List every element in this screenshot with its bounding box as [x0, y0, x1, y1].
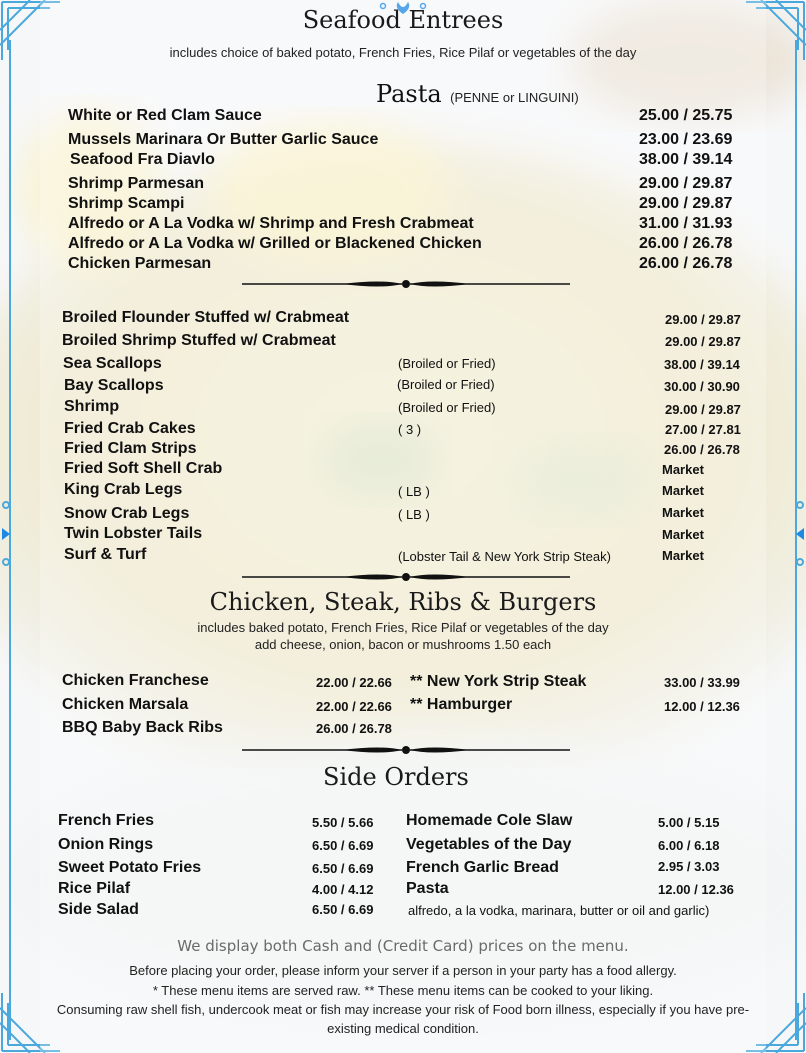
list-item: Vegetables of the Day: [406, 836, 572, 853]
item-price: 5.00 / 5.15: [658, 815, 720, 830]
item-price: 6.50 / 6.69: [312, 838, 374, 853]
seafood-note: includes choice of baked potato, French Fries, Rice Pilaf or vegetables of the day: [169, 45, 637, 60]
list-item: Fried Crab Cakes: [64, 420, 196, 437]
list-item: Chicken Franchese: [62, 672, 209, 689]
pasta-header: [376, 80, 579, 108]
item-price: 26.00 / 26.78: [639, 235, 733, 252]
list-item: Sweet Potato Fries: [58, 859, 202, 876]
list-item: Fried Soft Shell Crab: [64, 460, 223, 477]
item-price: 12.00 / 12.36: [664, 699, 740, 714]
item-price: 38.00 / 39.14: [639, 151, 733, 168]
item-price: 26.00 / 26.78: [639, 255, 733, 272]
item-note: (Broiled or Fried): [398, 356, 496, 371]
list-item: Fried Clam Strips: [64, 440, 197, 457]
divider-ornament: [242, 743, 570, 757]
item-price: 29.00 / 29.87: [665, 312, 741, 327]
list-item: Shrimp Scampi: [68, 195, 185, 212]
sides-title: Side Orders: [323, 763, 469, 791]
item-price: 29.00 / 29.87: [639, 195, 733, 212]
list-item: White or Red Clam Sauce: [68, 107, 262, 124]
item-price: 29.00 / 29.87: [639, 175, 733, 192]
pasta-title: Pasta: [376, 80, 442, 108]
list-item: French Garlic Bread: [406, 859, 559, 876]
list-item: Pasta: [406, 880, 449, 897]
list-item: Alfredo or A La Vodka w/ Grilled or Blackened Chicken: [68, 235, 482, 252]
list-item: ** New York Strip Steak: [410, 673, 587, 690]
item-price: 29.00 / 29.87: [665, 402, 741, 417]
list-item: Shrimp: [64, 398, 120, 415]
health-warning-line1: Consuming raw shell fish, undercook meat or fish may increase your risk of Food born illness, especially if you have pre-: [56, 1002, 750, 1017]
item-note: ( 3 ): [398, 422, 422, 437]
item-note: (Broiled or Fried): [398, 400, 496, 415]
item-price: 26.00 / 26.78: [664, 442, 740, 457]
item-price: 4.00 / 4.12: [312, 882, 374, 897]
item-price: 6.50 / 6.69: [312, 861, 374, 876]
list-item: Broiled Shrimp Stuffed w/ Crabmeat: [62, 332, 336, 349]
list-item: Mussels Marinara Or Butter Garlic Sauce: [68, 131, 379, 148]
item-price: 27.00 / 27.81: [665, 422, 741, 437]
item-price: 29.00 / 29.87: [665, 334, 741, 349]
list-item: Seafood Fra Diavlo: [70, 151, 215, 168]
item-price: 25.00 / 25.75: [639, 107, 733, 124]
list-item: Chicken Marsala: [62, 696, 189, 713]
allergy-note: Before placing your order, please inform your server if a person in your party has a food allergy.: [129, 963, 677, 978]
item-price: 33.00 / 33.99: [664, 675, 740, 690]
list-item: Alfredo or A La Vodka w/ Shrimp and Fresh Crabmeat: [68, 215, 474, 232]
item-price: Market: [662, 527, 704, 542]
list-item: BBQ Baby Back Ribs: [62, 719, 223, 736]
item-price: 6.50 / 6.69: [312, 902, 374, 917]
list-item: French Fries: [58, 812, 155, 829]
pasta-side-note: alfredo, a la vodka, marinara, butter or oil and garlic): [408, 903, 710, 918]
list-item: Broiled Flounder Stuffed w/ Crabmeat: [62, 309, 350, 326]
item-price: 22.00 / 22.66: [316, 699, 392, 714]
item-price: Market: [662, 483, 704, 498]
item-price: 38.00 / 39.14: [664, 357, 740, 372]
divider-ornament: [242, 277, 570, 291]
item-price: 2.95 / 3.03: [658, 859, 720, 874]
item-price: Market: [662, 462, 704, 477]
item-price: Market: [662, 505, 704, 520]
seafood-title: Seafood Entrees: [302, 6, 504, 34]
item-note: (Lobster Tail & New York Strip Steak): [398, 549, 611, 564]
list-item: Chicken Parmesan: [68, 255, 212, 272]
item-price: 30.00 / 30.90: [664, 379, 740, 394]
list-item: King Crab Legs: [64, 481, 183, 498]
list-item: Sea Scallops: [63, 355, 162, 372]
divider-ornament: [242, 570, 570, 584]
chicken-title: Chicken, Steak, Ribs & Burgers: [209, 588, 597, 616]
list-item: Rice Pilaf: [58, 880, 131, 897]
item-price: 26.00 / 26.78: [316, 721, 392, 736]
list-item: Surf & Turf: [64, 546, 147, 563]
list-item: Side Salad: [58, 901, 139, 918]
item-note: (Broiled or Fried): [397, 377, 495, 392]
list-item: ** Hamburger: [410, 696, 513, 713]
item-price: 6.00 / 6.18: [658, 838, 720, 853]
item-note: ( LB ): [398, 507, 430, 522]
raw-items-note: * These menu items are served raw. ** These menu items can be cooked to your liking.: [152, 983, 654, 998]
item-price: 22.00 / 22.66: [316, 675, 392, 690]
chicken-note: includes baked potato, French Fries, Rice Pilaf or vegetables of the day: [197, 620, 609, 635]
list-item: Onion Rings: [58, 836, 154, 853]
item-price: 12.00 / 12.36: [658, 882, 734, 897]
item-note: ( LB ): [398, 484, 430, 499]
item-price: 31.00 / 31.93: [639, 215, 733, 232]
pasta-subtitle: (PENNE or LINGUINI): [450, 90, 579, 105]
list-item: Homemade Cole Slaw: [406, 812, 573, 829]
chicken-addons-note: add cheese, onion, bacon or mushrooms 1.50 each: [254, 637, 552, 652]
item-price: 5.50 / 5.66: [312, 815, 374, 830]
list-item: Snow Crab Legs: [64, 505, 190, 522]
list-item: Shrimp Parmesan: [68, 175, 205, 192]
item-price: 23.00 / 23.69: [639, 131, 733, 148]
list-item: Bay Scallops: [64, 377, 164, 394]
cash-credit-note: We display both Cash and (Credit Card) prices on the menu.: [177, 937, 629, 955]
item-price: Market: [662, 548, 704, 563]
list-item: Twin Lobster Tails: [64, 525, 203, 542]
health-warning-line2: existing medical condition.: [327, 1021, 479, 1036]
